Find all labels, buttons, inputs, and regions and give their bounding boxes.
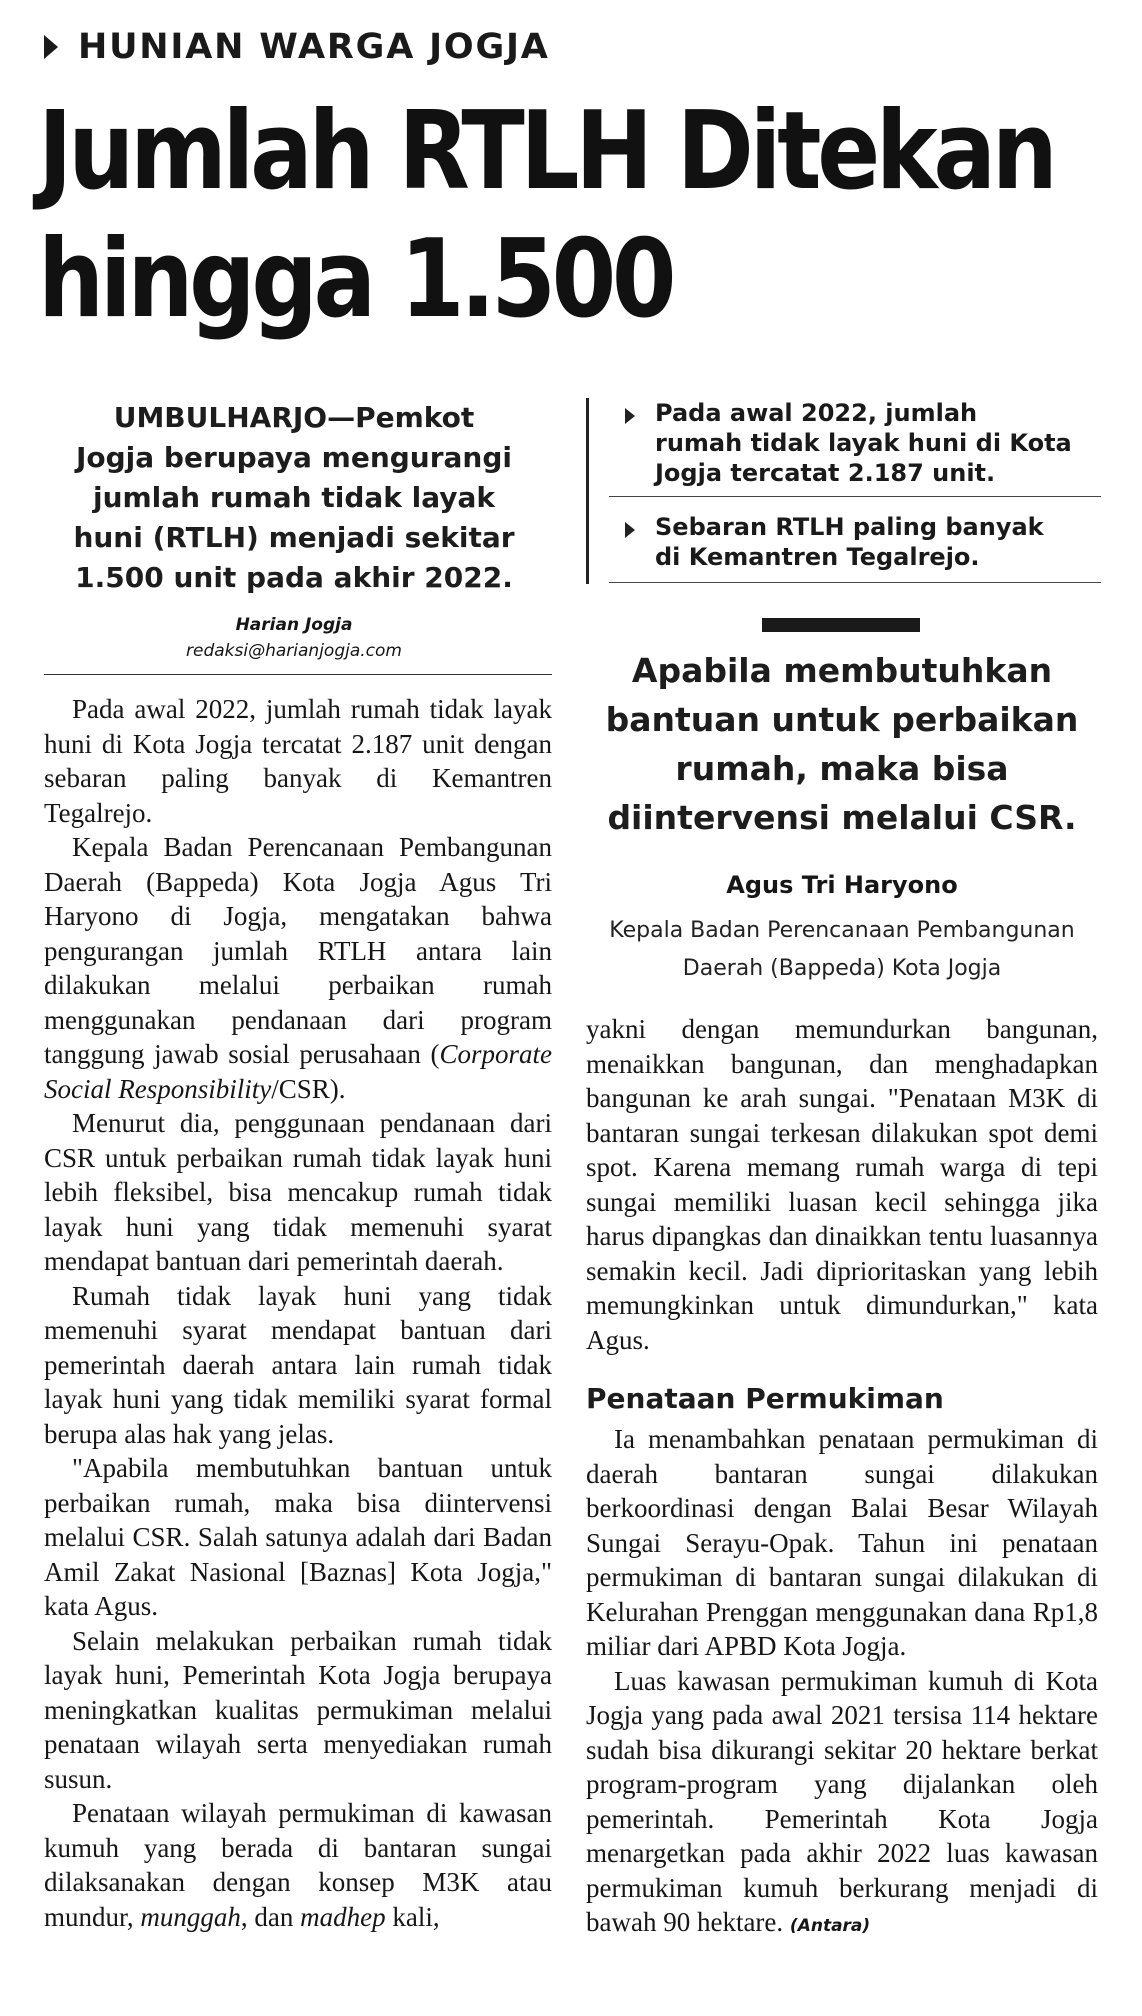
body-text: kali, — [385, 1901, 440, 1932]
body-text: Kepala Badan Perencanaan Pembangunan Daerah (Bappeda) Kota Jogja Agus Tri Haryono di Jogja, mengatakan bahwa pengurangan jumlah RTLH antara lain dilakukan melalui perbaikan rumah menggunakan pendanaan dari program tanggung jawab sosial perusahaan ( — [44, 832, 552, 1069]
pullquote — [586, 646, 1098, 842]
lead-line: jumlah rumah tidak layak — [92, 481, 496, 514]
body-paragraph — [44, 830, 552, 1106]
pullquote-line: diintervensi melalui CSR. — [607, 798, 1077, 837]
kicker-label: HUNIAN WARGA JOGJA — [78, 27, 550, 67]
subheading: Penataan Permukiman — [586, 1382, 944, 1415]
pullquote-name: Agus Tri Haryono — [726, 871, 958, 899]
highlight-line: Pada awal 2022, jumlah — [655, 399, 978, 427]
headline-line: Jumlah RTLH Ditekan — [38, 89, 1054, 214]
highlights-box — [586, 398, 1101, 584]
body-text: /CSR). — [271, 1073, 346, 1104]
highlight-line: di Kemantren Tegalrejo. — [655, 543, 980, 571]
pullquote-line: rumah, maka bisa — [675, 749, 1009, 788]
body-text: , dan — [240, 1901, 301, 1932]
body-paragraph: "Apabila membutuhkan bantuan untuk perbaikan rumah, maka bisa diintervensi melalui CSR. Salah satunya adalah dari Badan Amil Zakat Nasional [Baznas] Kota Jogja," kata Agus. — [44, 1453, 552, 1621]
pullquote-role — [586, 912, 1098, 988]
triangle-bullet-icon — [625, 522, 635, 538]
pullquote-line: bantuan untuk perbaikan — [605, 700, 1079, 739]
lead-line: UMBULHARJO—Pemkot — [113, 401, 475, 434]
body-paragraph — [44, 1796, 552, 1934]
highlight-line: Jogja tercatat 2.187 unit. — [655, 459, 996, 487]
byline-source: Harian Jogja — [235, 615, 353, 635]
triangle-bullet-icon — [625, 408, 635, 424]
headline-line: hingga 1.500 — [38, 217, 673, 342]
triangle-bullet-icon — [44, 35, 58, 59]
body-paragraph: Ia menambahkan penataan permukiman di daerah bantaran sungai dilakukan berkoordinasi dengan Balai Besar Wilayah Sungai Serayu-Opak. Tahun ini penataan permukiman di bantaran sungai dilakukan di Kelurahan Prenggan menggunakan dana Rp1,8 miliar dari APBD Kota Jogja. — [586, 1424, 1098, 1661]
headline — [38, 88, 1054, 344]
highlight-line: rumah tidak layak huni di Kota — [655, 429, 1072, 457]
body-text-italic: madhep — [300, 1901, 386, 1932]
body-column-right-continued — [586, 1422, 1098, 1944]
highlight-line: Sebaran RTLH paling banyak — [655, 513, 1044, 541]
divider — [609, 496, 1101, 497]
byline-email: redaksi@harianjogja.com — [186, 641, 402, 661]
body-text: Luas kawasan permukiman kumuh di Kota Jogja yang pada awal 2021 tersisa 114 hektare sudah bisa dikurangi sekitar 20 hektare berkat program-program yang dijalankan oleh pemerintah. Pemerintah Kota Jogja menargetkan pada akhir 2022 luas kawasan permukiman kumuh berkurang menjadi di bawah 90 hektare. — [586, 1665, 1098, 1937]
section-kicker — [44, 20, 550, 74]
highlight-item — [609, 398, 1101, 488]
body-text-italic: Corporate Social Responsibility — [44, 1039, 552, 1104]
body-paragraph: Rumah tidak layak huni yang tidak memenuhi syarat mendapat bantuan dari pemerintah daerah antara lain rumah tidak layak huni yang tidak memiliki syarat formal berupa alas hak yang jelas. — [44, 1280, 552, 1449]
pullquote-bar — [762, 618, 920, 632]
body-column-left — [44, 692, 552, 1934]
body-paragraph: Pada awal 2022, jumlah rumah tidak layak huni di Kota Jogja tercatat 2.187 unit dengan sebaran paling banyak di Kemantren Tegalrejo. — [44, 694, 552, 828]
body-paragraph: yakni dengan memundurkan bangunan, menaikkan bangunan, dan menghadapkan bangunan ke arah sungai. "Penataan M3K di bantaran sungai terkesan dilakukan spot demi spot. Karena memang rumah warga di tepi sungai memiliki luasan kecil sehingga jika harus dipangkas dan dinaikkan tentu luasannya semakin kecil. Jadi diprioritaskan yang lebih memungkinkan untuk dimundurkan," kata Agus. — [586, 1014, 1098, 1355]
body-paragraph: Selain melakukan perbaikan rumah tidak layak huni, Pemerintah Kota Jogja berupaya meningkatkan kualitas permukiman melalui penataan wilayah serta menyediakan rumah susun. — [44, 1625, 552, 1794]
pullquote-role-line: Daerah (Bappeda) Kota Jogja — [682, 956, 1002, 981]
byline — [44, 612, 544, 664]
highlight-item — [609, 512, 1101, 572]
pullquote-line: Apabila membutuhkan — [631, 651, 1053, 690]
lead-line: huni (RTLH) menjadi sekitar — [73, 521, 515, 554]
lead-paragraph — [44, 398, 544, 598]
body-paragraph — [586, 1664, 1098, 1944]
body-paragraph: Menurut dia, penggunaan pendanaan dari CSR untuk perbaikan rumah tidak layak huni lebih fleksibel, bisa mencakup rumah tidak layak huni yang tidak memenuhi syarat mendapat bantuan dari pemerintah daerah. — [44, 1108, 552, 1276]
pullquote-role-line: Kepala Badan Perencanaan Pembangunan — [609, 918, 1075, 943]
lead-line: Jogja berupaya mengurangi — [75, 441, 513, 474]
body-text: Penataan wilayah permukiman di kawasan kumuh yang berada di bantaran sungai dilaksanakan dengan konsep M3K atau mundur, — [44, 1798, 552, 1932]
body-column-right — [586, 1012, 1098, 1357]
body-text-italic: munggah — [140, 1901, 241, 1932]
divider — [44, 674, 552, 675]
lead-line: 1.500 unit pada akhir 2022. — [75, 561, 513, 594]
source-credit: (Antara) — [789, 1916, 871, 1936]
divider — [609, 582, 1101, 583]
